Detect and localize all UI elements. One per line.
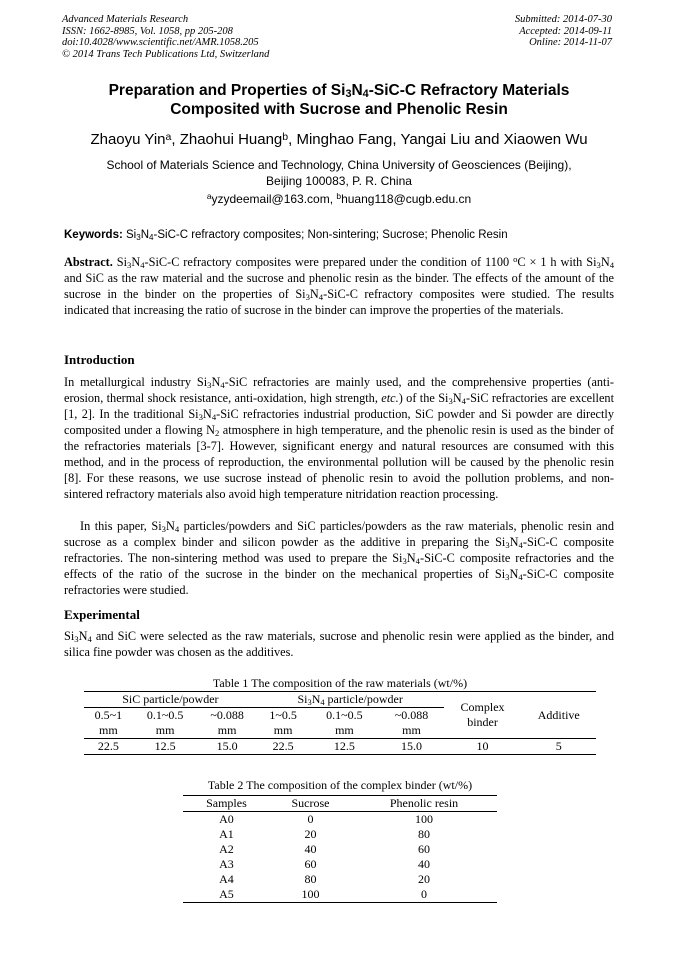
- keywords: Keywords: $Si_3N_4-SiC-C$ refractory composites; Non-sintering; Sucrose; Phenolic Resin: [64, 229, 508, 242]
- abstract: Abstract. $Si_3N_4-SiC-C$ refractory composites were prepared under the condition of 1100 $^o$C × 1 h with $Si_3N_4$ and SiC as the raw material and the sucrose and phenolic resin as the binder. The effects of the amount of the sucrose in the binder on the properties of $Si_3N_4-SiC-C$ refractory composites were studied. The results indicated that increasing the ratio of sucrose in the binder can improve the properties of the materials.: [64, 254, 615, 317]
- introduction-paragraph-1: In metallurgical industry $Si_3N_4$-SiC refractories are mainly used, and the comprehensive properties (anti-erosion, thermal shock resistance, anti-oxidation, high strength, etc.) of the $Si_3N_4$-SiC refractories are excellent [1, 2]. In the traditional $Si_3N_4$-SiC refractories industrial production, SiC powder and Si powder are directly composited under a flowing $N_2$ atmosphere in high temperature, and the phenolic resin is used as the binder of the refractories materials [3-7]. However, significant energy and natural resources are consumed with this method, and in the process of reproduction, the environmental pollution will be caused by the phenolic resin [8]. For these reasons, we use sucrose instead of phenolic resin to avoid the pollution problems, and non-sintered refractory materials also avoid high temperature nitridation reaction processing.: [64, 375, 615, 501]
- online-date: Online: 2014-11-07: [529, 37, 612, 48]
- table-row: A1 20 80: [219, 827, 431, 841]
- table1-size: 0.1~0.5: [146, 708, 184, 722]
- table1-unit: mm: [99, 723, 118, 737]
- table1-unit: mm: [402, 723, 421, 737]
- table1-value: 12.5: [309, 739, 379, 755]
- journal-header: [62, 14, 269, 60]
- raw-materials-table: [84, 691, 596, 755]
- table1-value: 22.5: [257, 739, 310, 755]
- experimental-heading: Experimental: [64, 607, 140, 622]
- journal-doi: doi:10.4028/www.scientific.net/AMR.1058.205: [62, 37, 259, 48]
- introduction-heading: Introduction: [64, 352, 135, 367]
- author-list: Zhaoyu Yin$^a$, Zhaohui Huang$^b$, Minghao Fang, Yangai Liu and Xiaowen Wu: [90, 131, 588, 148]
- table2-caption: Table 2 The composition of the complex binder (wt/%): [207, 778, 473, 792]
- table1-complex-binder-header: Complex binder: [460, 700, 505, 729]
- table1-unit: mm: [155, 723, 175, 737]
- table1-unit: mm: [335, 723, 354, 737]
- table1-additive-header: Additive: [537, 707, 580, 722]
- table1-value: 15.0: [197, 739, 256, 755]
- table2-header: Sucrose: [270, 796, 351, 812]
- table1-value: 12.5: [133, 739, 198, 755]
- table1-value: 10: [444, 739, 522, 755]
- table2-header: Phenolic resin: [351, 796, 497, 812]
- table1-caption: Table 1 The composition of the raw materials (wt/%): [212, 676, 468, 690]
- table1-group-si3n4: $Si_3N_4$ particle/powder: [257, 692, 444, 708]
- table1-value: 15.0: [379, 739, 443, 755]
- table1-size: ~0.088: [394, 708, 429, 722]
- table-row: A3 60 40: [219, 857, 431, 871]
- table-row: A0 0 100: [219, 812, 434, 826]
- affiliation: School of Materials Science and Technology, China University of Geosciences (Beijing), Beijing 100083, P. R. China: [106, 158, 572, 188]
- accepted-date: Accepted: 2014-09-11: [519, 25, 612, 37]
- table-row: A2 40 60: [219, 842, 431, 856]
- table1-value: 22.5: [84, 739, 133, 755]
- table1-size: 0.5~1: [94, 708, 123, 722]
- submitted-date: Submitted: 2014-07-30: [514, 14, 612, 25]
- dates-header: [515, 14, 612, 49]
- table1-size: ~0.088: [210, 708, 244, 722]
- table-row: A4 80 20: [219, 872, 431, 886]
- table1-unit: mm: [273, 723, 293, 737]
- paper-title: Preparation and Properties of $Si_3N_4-SiC-C$ Refractory Materials Composited with Sucrose and Phenolic Resin: [108, 82, 570, 118]
- author-emails: $^a$yzydeemail@163.com, $^b$huang118@cugb.edu.cn: [206, 191, 472, 206]
- journal-copyright: © 2014 Trans Tech Publications Ltd, Switzerland: [62, 48, 270, 60]
- table1-group-sic: SiC particle/powder: [84, 692, 257, 708]
- table2-header: Samples: [183, 796, 270, 812]
- table1-unit: mm: [217, 723, 237, 737]
- table-row: A5 100 0: [219, 887, 428, 901]
- journal-issn: ISSN: 1662-8985, Vol. 1058, pp 205-208: [62, 25, 233, 37]
- table1-size: 0.1~0.5: [326, 708, 363, 722]
- journal-name: Advanced Materials Research: [62, 14, 189, 25]
- experimental-paragraph: $Si_3N_4$ and SiC were selected as the raw materials, sucrose and phenolic resin were applied as the binder, and silica fine powder was chosen as the additives.: [64, 629, 614, 659]
- table1-value: 5: [522, 739, 596, 755]
- table1-size: 1~0.5: [269, 708, 297, 722]
- complex-binder-table: [183, 795, 497, 903]
- introduction-paragraph-2: In this paper, $Si_3N_4$ particles/powders and SiC particles/powders as the raw materials, phenolic resin and sucrose as a complex binder and silicon powder as the additive in preparing the $Si_3N_4-SiC-C$ composite refractories. The non-sintering method was used to prepare the $Si_3N_4-SiC-C$ composite refractories and the effects of the ratio of the sucrose in the binder on the mechanical properties of $Si_3N_4-SiC-C$ composite refractories were studied.: [64, 519, 615, 597]
